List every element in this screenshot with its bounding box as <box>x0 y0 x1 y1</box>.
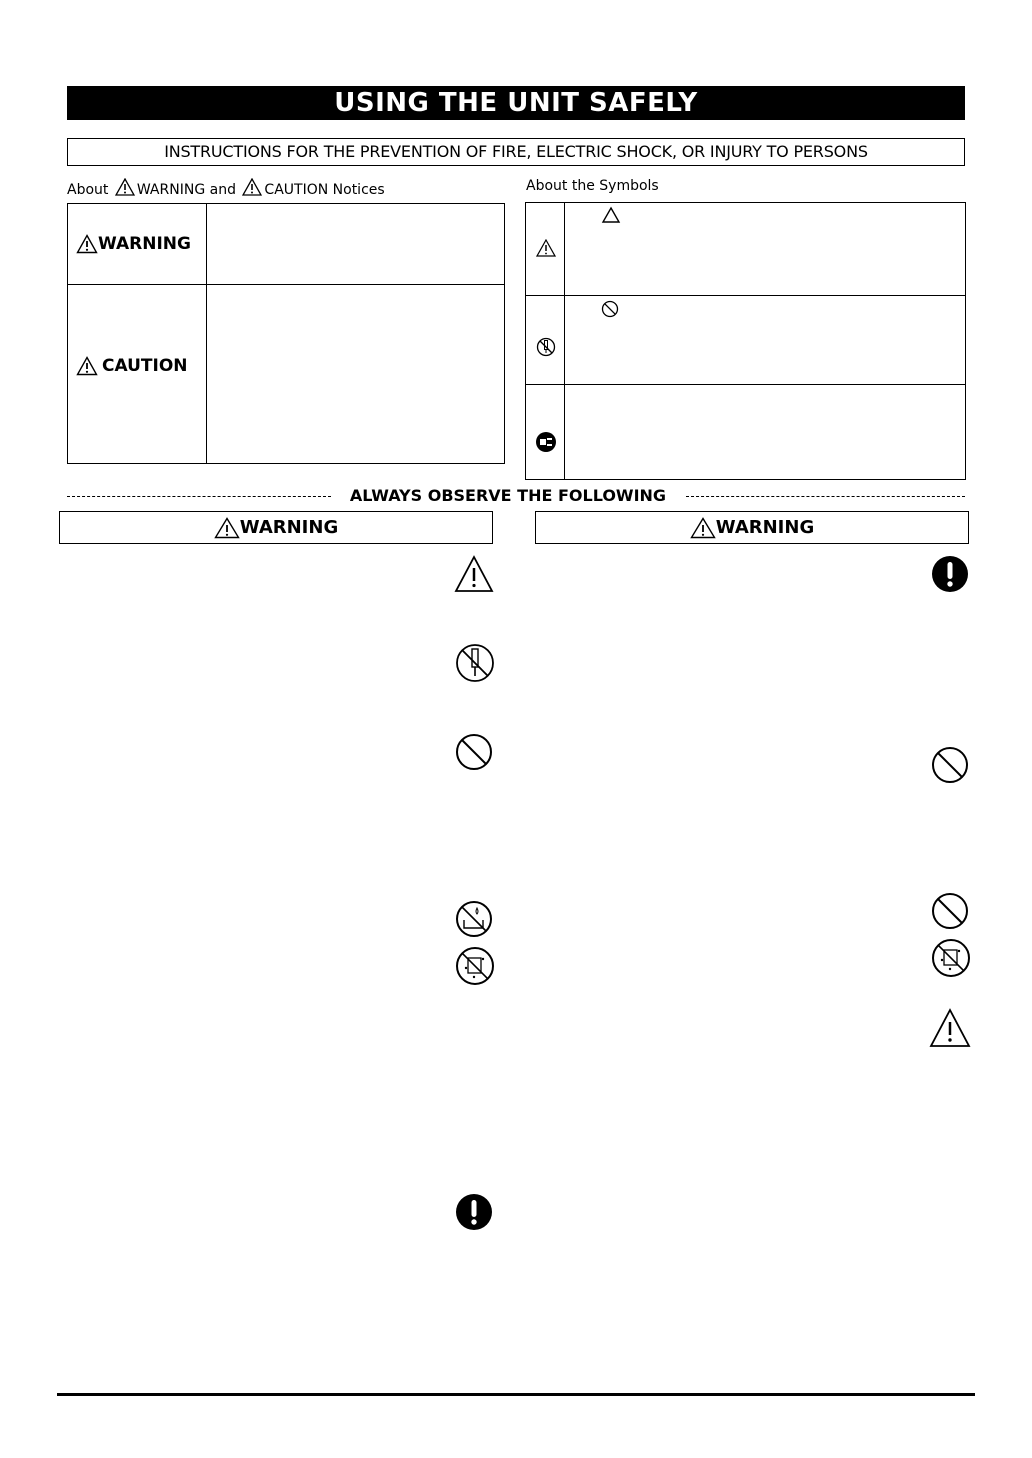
subtitle: INSTRUCTIONS FOR THE PREVENTION OF FIRE, ELECTRIC SHOCK, OR INJURY TO PERSONS <box>67 138 965 166</box>
caution-notice-label <box>76 356 188 376</box>
triangle-symbol-icon <box>601 206 621 224</box>
left-warning-heading-text: WARNING <box>239 517 339 538</box>
footer-rule <box>57 1393 975 1396</box>
page-title: USING THE UNIT SAFELY <box>67 86 965 120</box>
prohibited-icon <box>455 733 493 771</box>
warning-triangle-icon <box>242 178 262 196</box>
no-children-icon <box>931 938 971 978</box>
left-warning-heading <box>59 511 493 544</box>
warning-triangle-icon <box>214 517 240 539</box>
notices-caption-caution: CAUTION <box>264 182 329 198</box>
notices-caption-warning: WARNING <box>136 182 206 198</box>
warning-notice-label <box>76 234 191 254</box>
mandatory-exclamation-icon <box>455 1193 493 1231</box>
prohibited-icon <box>931 746 969 784</box>
no-disassembly-icon <box>455 643 495 683</box>
caution-notice-text: CAUTION <box>102 356 188 376</box>
notices-caption-and: and <box>209 182 236 198</box>
notices-caption-prefix: About <box>67 182 109 198</box>
no-water-icon <box>455 900 493 938</box>
notices-table <box>67 203 505 464</box>
warning-triangle-icon <box>76 234 98 254</box>
warning-triangle-icon <box>929 1008 971 1048</box>
no-children-icon <box>455 946 495 986</box>
warning-triangle-icon <box>115 178 135 196</box>
warning-triangle-icon <box>536 239 556 257</box>
symbols-caption: About the Symbols <box>526 178 659 194</box>
mandatory-exclamation-icon <box>931 555 969 593</box>
notices-caption <box>67 178 385 198</box>
warning-notice-text: WARNING <box>98 234 191 254</box>
right-warning-heading <box>535 511 969 544</box>
prohibited-symbol-icon <box>601 300 619 318</box>
symbols-table <box>525 202 966 480</box>
warning-triangle-icon <box>76 356 98 376</box>
prohibited-icon <box>931 892 969 930</box>
warning-triangle-icon <box>690 517 716 539</box>
section-divider: ALWAYS OBSERVE THE FOLLOWING <box>335 486 681 505</box>
unplug-icon <box>535 431 557 453</box>
no-disassembly-icon <box>536 337 556 357</box>
notices-caption-suffix: Notices <box>332 182 385 198</box>
right-warning-heading-text: WARNING <box>715 517 815 538</box>
warning-triangle-icon <box>454 555 494 593</box>
